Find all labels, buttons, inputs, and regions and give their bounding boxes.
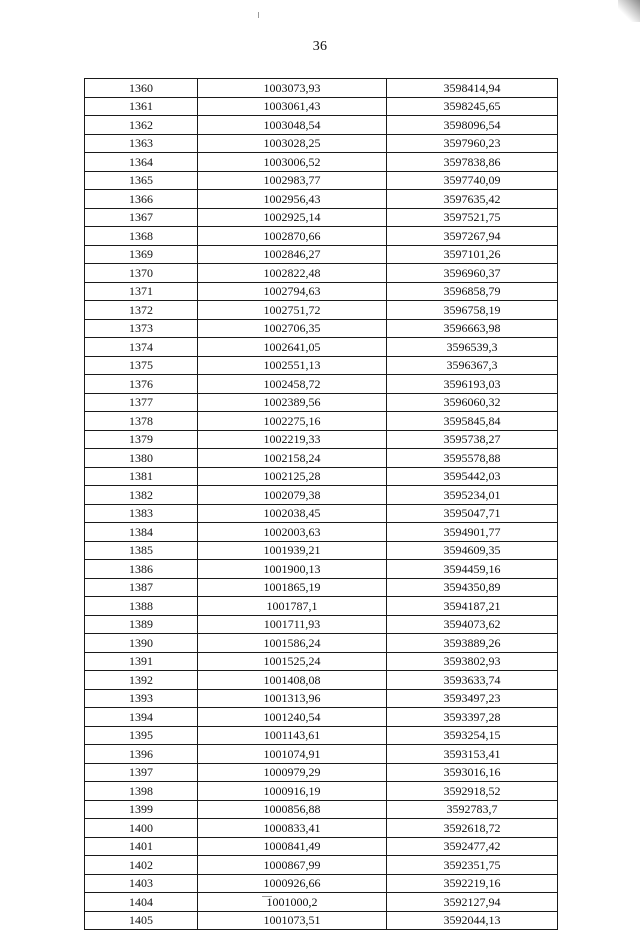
y-coordinate-cell: 3598245,65 xyxy=(387,97,558,116)
table-row xyxy=(85,874,558,893)
x-coordinate-cell: 1001787,1 xyxy=(198,597,387,616)
y-coordinate-cell: 3593254,15 xyxy=(387,726,558,745)
table-row xyxy=(85,301,558,320)
x-coordinate-cell: 1001900,13 xyxy=(198,560,387,579)
x-coordinate-cell: 1002125,28 xyxy=(198,467,387,486)
y-coordinate-cell: 3594609,35 xyxy=(387,541,558,560)
y-coordinate-cell: 3595234,01 xyxy=(387,486,558,505)
y-coordinate-cell: 3593153,41 xyxy=(387,745,558,764)
table-row xyxy=(85,689,558,708)
table-row xyxy=(85,430,558,449)
x-coordinate-cell: 1002983,77 xyxy=(198,171,387,190)
x-coordinate-cell: 1002458,72 xyxy=(198,375,387,394)
x-coordinate-cell: 1001865,19 xyxy=(198,578,387,597)
table-row xyxy=(85,911,558,930)
x-coordinate-cell: 1002038,45 xyxy=(198,504,387,523)
x-coordinate-cell: 1002751,72 xyxy=(198,301,387,320)
x-coordinate-cell: 1002219,33 xyxy=(198,430,387,449)
x-coordinate-cell: 1002846,27 xyxy=(198,245,387,264)
coordinates-table-body xyxy=(85,79,558,930)
table-row xyxy=(85,486,558,505)
x-coordinate-cell: 1002389,56 xyxy=(198,393,387,412)
x-coordinate-cell: 1003006,52 xyxy=(198,153,387,172)
x-coordinate-cell: 1002822,48 xyxy=(198,264,387,283)
x-coordinate-cell: 1001939,21 xyxy=(198,541,387,560)
point-number-cell: 1396 xyxy=(85,745,198,764)
point-number-cell: 1369 xyxy=(85,245,198,264)
y-coordinate-cell: 3597960,23 xyxy=(387,134,558,153)
point-number-cell: 1394 xyxy=(85,708,198,727)
point-number-cell: 1402 xyxy=(85,856,198,875)
table-row xyxy=(85,264,558,283)
point-number-cell: 1372 xyxy=(85,301,198,320)
y-coordinate-cell: 3597267,94 xyxy=(387,227,558,246)
y-coordinate-cell: 3598096,54 xyxy=(387,116,558,135)
table-row xyxy=(85,116,558,135)
x-coordinate-cell: 1001408,08 xyxy=(198,671,387,690)
page-number: 36 xyxy=(312,39,328,54)
point-number-cell: 1399 xyxy=(85,800,198,819)
y-coordinate-cell: 3594073,62 xyxy=(387,615,558,634)
x-coordinate-cell: 1002925,14 xyxy=(198,208,387,227)
point-number-cell: 1370 xyxy=(85,264,198,283)
table-row xyxy=(85,79,558,98)
table-row xyxy=(85,393,558,412)
page-corner-shadow xyxy=(618,0,640,22)
table-row xyxy=(85,449,558,468)
point-number-cell: 1388 xyxy=(85,597,198,616)
y-coordinate-cell: 3596960,37 xyxy=(387,264,558,283)
x-coordinate-cell: 1003073,93 xyxy=(198,79,387,98)
point-number-cell: 1371 xyxy=(85,282,198,301)
y-coordinate-cell: 3592351,75 xyxy=(387,856,558,875)
point-number-cell: 1403 xyxy=(85,874,198,893)
x-coordinate-cell: 1002794,63 xyxy=(198,282,387,301)
y-coordinate-cell: 3596858,79 xyxy=(387,282,558,301)
point-number-cell: 1380 xyxy=(85,449,198,468)
y-coordinate-cell: 3595578,88 xyxy=(387,449,558,468)
x-coordinate-cell: 1000867,99 xyxy=(198,856,387,875)
point-number-cell: 1362 xyxy=(85,116,198,135)
x-coordinate-cell: 1001711,93 xyxy=(198,615,387,634)
x-coordinate-cell: 1001586,24 xyxy=(198,634,387,653)
coordinates-table xyxy=(84,78,558,930)
point-number-cell: 1392 xyxy=(85,671,198,690)
y-coordinate-cell: 3596663,98 xyxy=(387,319,558,338)
table-row xyxy=(85,467,558,486)
table-row xyxy=(85,227,558,246)
table-row xyxy=(85,745,558,764)
y-coordinate-cell: 3594459,16 xyxy=(387,560,558,579)
table-row xyxy=(85,375,558,394)
y-coordinate-cell: 3598414,94 xyxy=(387,79,558,98)
point-number-cell: 1386 xyxy=(85,560,198,579)
point-number-cell: 1365 xyxy=(85,171,198,190)
y-coordinate-cell: 3593633,74 xyxy=(387,671,558,690)
y-coordinate-cell: 3592783,7 xyxy=(387,800,558,819)
table-row xyxy=(85,245,558,264)
x-coordinate-cell: 1002003,63 xyxy=(198,523,387,542)
x-coordinate-cell: 1002870,66 xyxy=(198,227,387,246)
x-coordinate-cell: 1000926,66 xyxy=(198,874,387,893)
point-number-cell: 1373 xyxy=(85,319,198,338)
y-coordinate-cell: 3596060,32 xyxy=(387,393,558,412)
point-number-cell: 1364 xyxy=(85,153,198,172)
point-number-cell: 1378 xyxy=(85,412,198,431)
table-row xyxy=(85,726,558,745)
y-coordinate-cell: 3595845,84 xyxy=(387,412,558,431)
table-row xyxy=(85,893,558,912)
point-number-cell: 1390 xyxy=(85,634,198,653)
table-row xyxy=(85,652,558,671)
y-coordinate-cell: 3593802,93 xyxy=(387,652,558,671)
table-row xyxy=(85,615,558,634)
table-row xyxy=(85,134,558,153)
point-number-cell: 1398 xyxy=(85,782,198,801)
point-number-cell: 1393 xyxy=(85,689,198,708)
point-number-cell: 1361 xyxy=(85,97,198,116)
x-coordinate-cell: 1001000,2 xyxy=(198,893,387,912)
x-coordinate-cell: 1002158,24 xyxy=(198,449,387,468)
point-number-cell: 1389 xyxy=(85,615,198,634)
x-coordinate-cell: 1001073,51 xyxy=(198,911,387,930)
point-number-cell: 1400 xyxy=(85,819,198,838)
x-coordinate-cell: 1001525,24 xyxy=(198,652,387,671)
point-number-cell: 1376 xyxy=(85,375,198,394)
table-row xyxy=(85,208,558,227)
table-row xyxy=(85,153,558,172)
y-coordinate-cell: 3596367,3 xyxy=(387,356,558,375)
table-row xyxy=(85,819,558,838)
y-coordinate-cell: 3594350,89 xyxy=(387,578,558,597)
y-coordinate-cell: 3595738,27 xyxy=(387,430,558,449)
y-coordinate-cell: 3592219,16 xyxy=(387,874,558,893)
point-number-cell: 1360 xyxy=(85,79,198,98)
table-row xyxy=(85,763,558,782)
point-number-cell: 1395 xyxy=(85,726,198,745)
y-coordinate-cell: 3593397,28 xyxy=(387,708,558,727)
table-row xyxy=(85,671,558,690)
table-row xyxy=(85,97,558,116)
point-number-cell: 1375 xyxy=(85,356,198,375)
point-number-cell: 1383 xyxy=(85,504,198,523)
x-coordinate-cell: 1003061,43 xyxy=(198,97,387,116)
table-row xyxy=(85,782,558,801)
x-coordinate-cell: 1002706,35 xyxy=(198,319,387,338)
table-row xyxy=(85,708,558,727)
table-row xyxy=(85,578,558,597)
x-coordinate-cell: 1000916,19 xyxy=(198,782,387,801)
y-coordinate-cell: 3592127,94 xyxy=(387,893,558,912)
y-coordinate-cell: 3596539,3 xyxy=(387,338,558,357)
point-number-cell: 1377 xyxy=(85,393,198,412)
x-coordinate-cell: 1000841,49 xyxy=(198,837,387,856)
point-number-cell: 1366 xyxy=(85,190,198,209)
point-number-cell: 1368 xyxy=(85,227,198,246)
table-row xyxy=(85,560,558,579)
table-row xyxy=(85,837,558,856)
table-row xyxy=(85,356,558,375)
table-row xyxy=(85,504,558,523)
x-coordinate-cell: 1002275,16 xyxy=(198,412,387,431)
scan-speck xyxy=(258,12,259,18)
point-number-cell: 1384 xyxy=(85,523,198,542)
y-coordinate-cell: 3594187,21 xyxy=(387,597,558,616)
y-coordinate-cell: 3593016,16 xyxy=(387,763,558,782)
y-coordinate-cell: 3597838,86 xyxy=(387,153,558,172)
y-coordinate-cell: 3592618,72 xyxy=(387,819,558,838)
x-coordinate-cell: 1001074,91 xyxy=(198,745,387,764)
y-coordinate-cell: 3592918,52 xyxy=(387,782,558,801)
table-row xyxy=(85,412,558,431)
x-coordinate-cell: 1002551,13 xyxy=(198,356,387,375)
y-coordinate-cell: 3595442,03 xyxy=(387,467,558,486)
x-coordinate-cell: 1001143,61 xyxy=(198,726,387,745)
y-coordinate-cell: 3592477,42 xyxy=(387,837,558,856)
x-coordinate-cell: 1001313,96 xyxy=(198,689,387,708)
point-number-cell: 1379 xyxy=(85,430,198,449)
table-row xyxy=(85,597,558,616)
table-row xyxy=(85,800,558,819)
x-coordinate-cell: 1000833,41 xyxy=(198,819,387,838)
table-row xyxy=(85,856,558,875)
y-coordinate-cell: 3595047,71 xyxy=(387,504,558,523)
x-coordinate-cell: 1002956,43 xyxy=(198,190,387,209)
y-coordinate-cell: 3593889,26 xyxy=(387,634,558,653)
x-coordinate-cell: 1002079,38 xyxy=(198,486,387,505)
y-coordinate-cell: 3597635,42 xyxy=(387,190,558,209)
y-coordinate-cell: 3592044,13 xyxy=(387,911,558,930)
table-row xyxy=(85,190,558,209)
point-number-cell: 1401 xyxy=(85,837,198,856)
table-row xyxy=(85,282,558,301)
y-coordinate-cell: 3594901,77 xyxy=(387,523,558,542)
y-coordinate-cell: 3596193,03 xyxy=(387,375,558,394)
x-coordinate-cell: 1000979,29 xyxy=(198,763,387,782)
point-number-cell: 1374 xyxy=(85,338,198,357)
y-coordinate-cell: 3593497,23 xyxy=(387,689,558,708)
y-coordinate-cell: 3596758,19 xyxy=(387,301,558,320)
y-coordinate-cell: 3597740,09 xyxy=(387,171,558,190)
point-number-cell: 1363 xyxy=(85,134,198,153)
point-number-cell: 1387 xyxy=(85,578,198,597)
table-row xyxy=(85,523,558,542)
y-coordinate-cell: 3597521,75 xyxy=(387,208,558,227)
point-number-cell: 1381 xyxy=(85,467,198,486)
point-number-cell: 1382 xyxy=(85,486,198,505)
table-row xyxy=(85,541,558,560)
x-coordinate-cell: 1003028,25 xyxy=(198,134,387,153)
table-row xyxy=(85,634,558,653)
point-number-cell: 1397 xyxy=(85,763,198,782)
x-coordinate-cell: 1003048,54 xyxy=(198,116,387,135)
point-number-cell: 1405 xyxy=(85,911,198,930)
x-coordinate-cell: 1000856,88 xyxy=(198,800,387,819)
y-coordinate-cell: 3597101,26 xyxy=(387,245,558,264)
point-number-cell: 1367 xyxy=(85,208,198,227)
table-row xyxy=(85,319,558,338)
x-coordinate-cell: 1001240,54 xyxy=(198,708,387,727)
point-number-cell: 1404 xyxy=(85,893,198,912)
x-coordinate-cell: 1002641,05 xyxy=(198,338,387,357)
table-row xyxy=(85,171,558,190)
point-number-cell: 1385 xyxy=(85,541,198,560)
point-number-cell: 1391 xyxy=(85,652,198,671)
table-row xyxy=(85,338,558,357)
